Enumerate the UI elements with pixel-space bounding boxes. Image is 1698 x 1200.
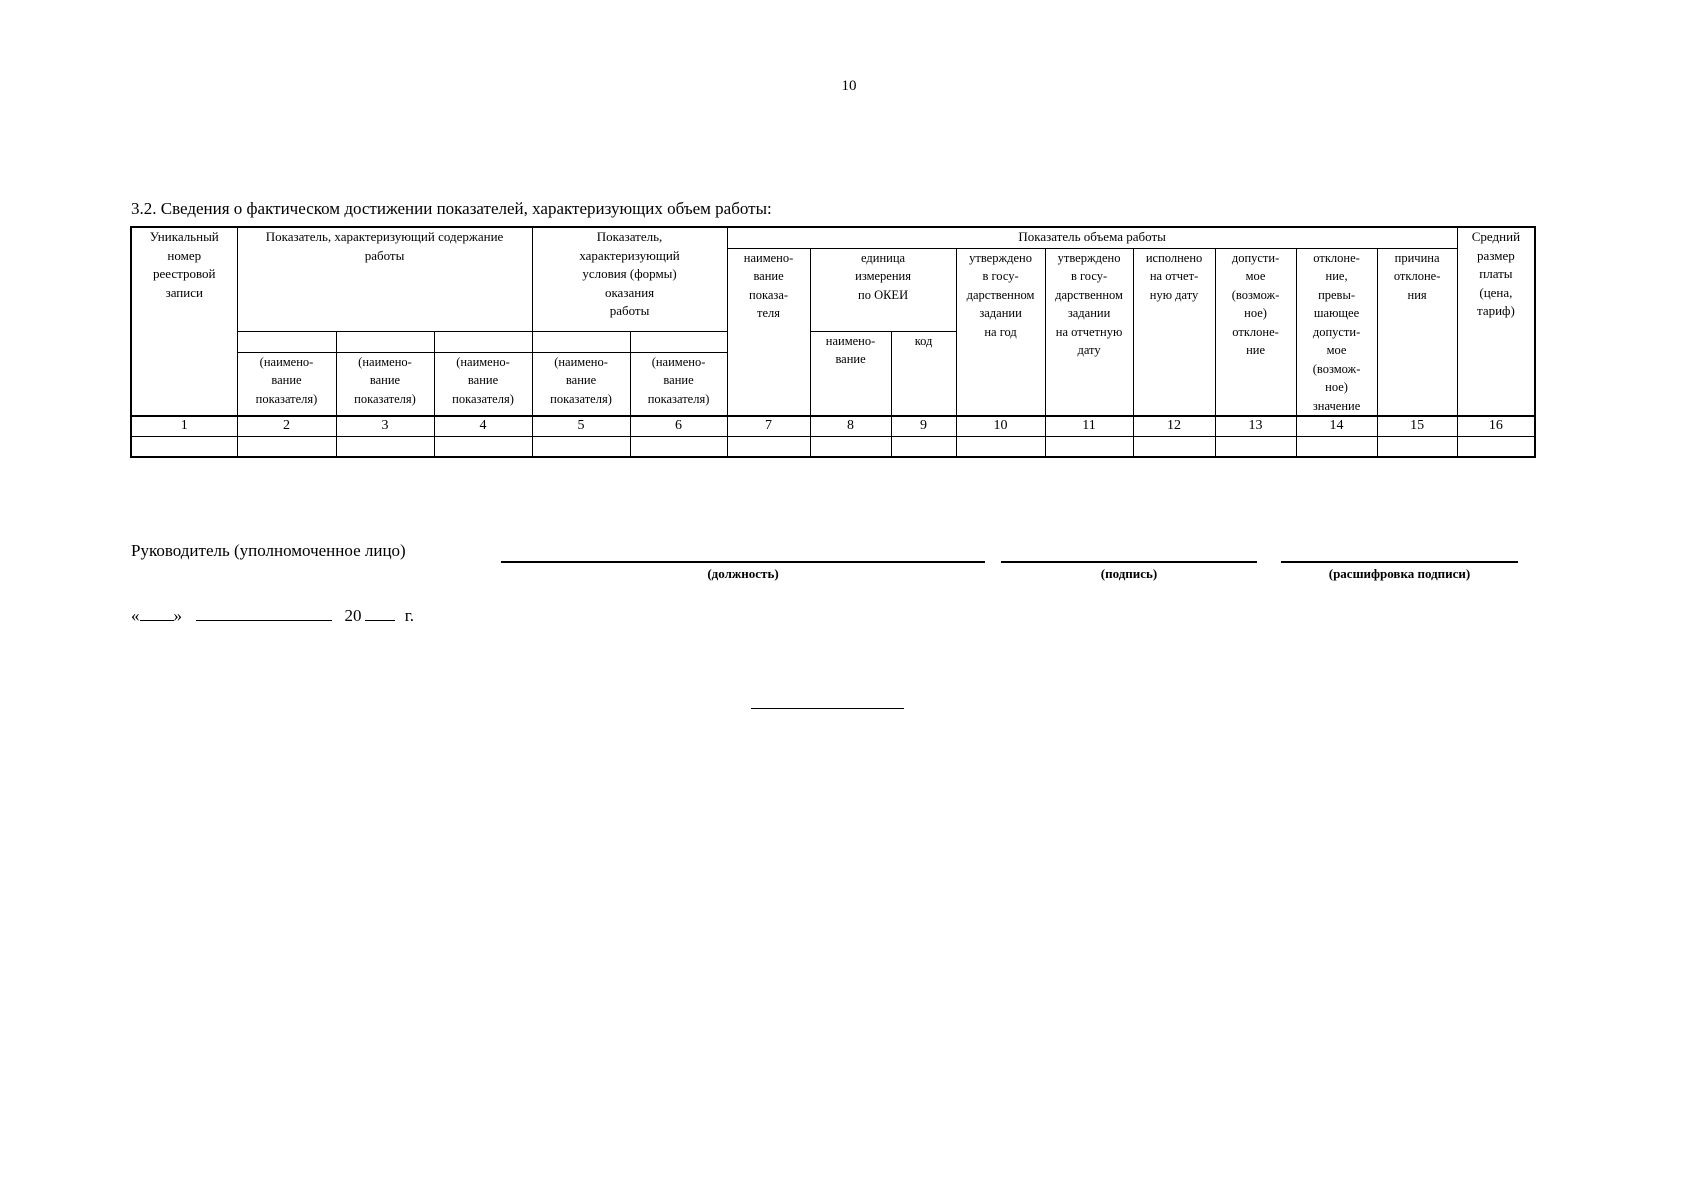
column-number: 5 [532, 416, 630, 436]
date-close-quote: » [173, 606, 182, 625]
column-number: 14 [1296, 416, 1377, 436]
decoding-signature-line [1281, 561, 1518, 563]
work-volume-table [130, 226, 1536, 458]
header-allowed-deviation: допусти- мое (возмож- ное) отклоне- ние [1215, 248, 1296, 416]
header-unique-record-number: Уникальный номер реестровой записи [131, 227, 237, 416]
page-number: 10 [841, 78, 857, 94]
data-cell [131, 436, 237, 457]
section-title: 3.2. Сведения о фактическом достижении показателей, характеризующих объем работы: [131, 199, 772, 218]
year-prefix: 20 [344, 606, 362, 625]
data-cell [336, 436, 434, 457]
month-blank [196, 606, 332, 621]
column-number: 9 [891, 416, 956, 436]
header-volume-indicator: Показатель объема работы [727, 227, 1457, 248]
day-blank [140, 606, 174, 621]
header-executed: исполнено на отчет- ную дату [1133, 248, 1215, 416]
header-unit-name: наимено- вание [810, 331, 891, 416]
column-number: 7 [727, 416, 810, 436]
position-caption: (должность) [707, 566, 779, 581]
column-number: 6 [630, 416, 727, 436]
data-cell [1377, 436, 1457, 457]
year-suffix: г. [404, 606, 415, 625]
data-cell [727, 436, 810, 457]
data-cell [532, 436, 630, 457]
data-cell [1296, 436, 1377, 457]
header-unit-code: код [891, 331, 956, 416]
header-indicator-name: наимено- вание показа- теля [727, 248, 810, 416]
data-cell [1457, 436, 1535, 457]
data-cell [956, 436, 1045, 457]
column-number: 2 [237, 416, 336, 436]
decoding-caption: (расшифровка подписи) [1328, 566, 1471, 581]
data-cell [237, 436, 336, 457]
column-number: 12 [1133, 416, 1215, 436]
header-approved-report-date: утверждено в госу- дарственном задании на отчетную дату [1045, 248, 1133, 416]
column-number: 4 [434, 416, 532, 436]
column-number: 16 [1457, 416, 1535, 436]
data-cell [810, 436, 891, 457]
blank-indicator-cell [434, 331, 532, 352]
data-cell [1215, 436, 1296, 457]
column-number: 10 [956, 416, 1045, 436]
indicator-name-cell: (наимено- вание показателя) [237, 352, 336, 416]
header-approved-year: утверждено в госу- дарственном задании на год [956, 248, 1045, 416]
data-cell [434, 436, 532, 457]
header-deviation-reason: причина отклоне- ния [1377, 248, 1457, 416]
indicator-name-cell: (наимено- вание показателя) [434, 352, 532, 416]
header-content-indicator: Показатель, характеризующий содержание работы [237, 227, 532, 331]
indicator-name-cell: (наимено- вание показателя) [532, 352, 630, 416]
sign-caption: (подпись) [1100, 566, 1158, 581]
signer-label: Руководитель (уполномоченное лицо) [131, 541, 406, 560]
indicator-name-cell: (наимено- вание показателя) [336, 352, 434, 416]
header-exceeding-deviation: отклоне- ние, превы- шающее допусти- мое (возмож- ное) значение [1296, 248, 1377, 416]
date-line [131, 606, 414, 626]
date-open-quote: « [131, 606, 140, 625]
header-average-price: Средний размер платы (цена, тариф) [1457, 227, 1535, 416]
indicator-name-cell: (наимено- вание показателя) [630, 352, 727, 416]
position-signature-line [501, 561, 985, 563]
data-cell [1133, 436, 1215, 457]
blank-indicator-cell [237, 331, 336, 352]
blank-indicator-cell [630, 331, 727, 352]
header-conditions-indicator: Показатель, характеризующий условия (формы) оказания работы [532, 227, 727, 331]
column-number: 3 [336, 416, 434, 436]
column-number: 8 [810, 416, 891, 436]
blank-indicator-cell [532, 331, 630, 352]
sign-signature-line [1001, 561, 1257, 563]
data-cell [630, 436, 727, 457]
data-cell [891, 436, 956, 457]
column-number: 13 [1215, 416, 1296, 436]
blank-indicator-cell [336, 331, 434, 352]
column-number: 1 [131, 416, 237, 436]
column-number: 11 [1045, 416, 1133, 436]
year-blank [365, 606, 395, 621]
data-cell [1045, 436, 1133, 457]
footer-separator-line [751, 708, 904, 709]
header-okei-unit: единица измерения по ОКЕИ [810, 248, 956, 331]
column-number: 15 [1377, 416, 1457, 436]
